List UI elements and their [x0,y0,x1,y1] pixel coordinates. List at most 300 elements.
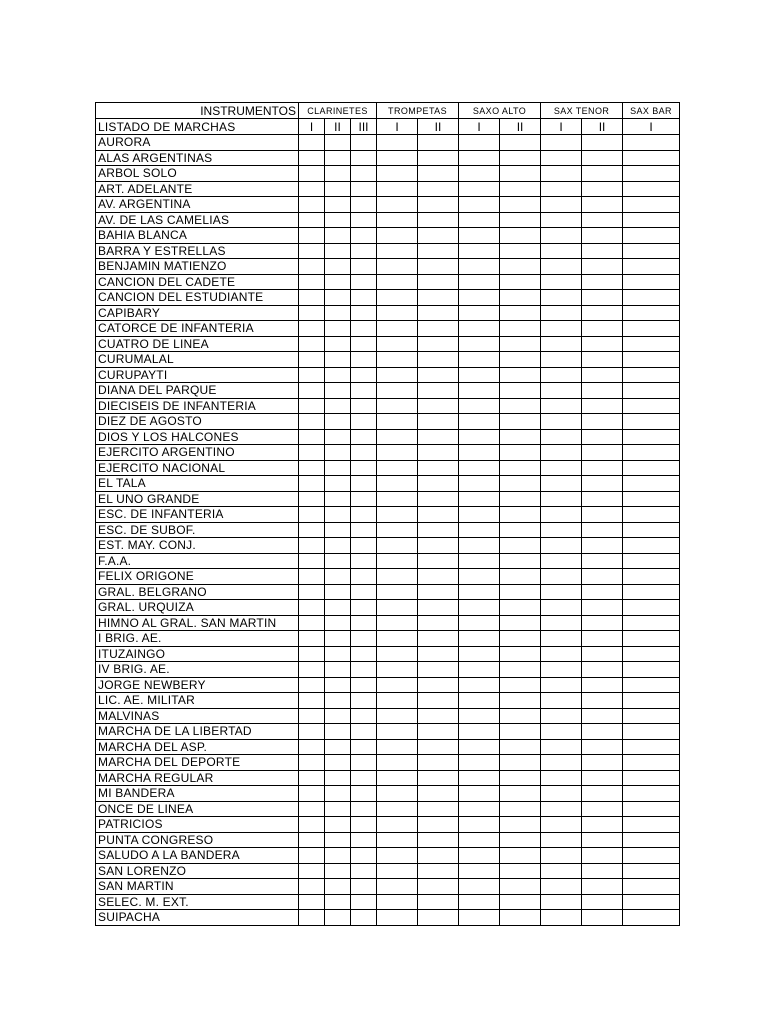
part-cell [351,259,377,275]
march-name: EJERCITO ARGENTINO [96,445,299,461]
part-cell [325,383,351,399]
part-cell [325,197,351,213]
part-cell [418,507,459,523]
part-cell [325,817,351,833]
part-cell [459,848,500,864]
part-cell [325,801,351,817]
part-cell [500,553,541,569]
table-row [96,321,680,337]
part-cell [351,786,377,802]
table-row [96,383,680,399]
part-cell [418,910,459,926]
part-cell [582,569,623,585]
part-cell [377,662,418,678]
part-cell [299,181,325,197]
part-cell [582,290,623,306]
part-cell [299,553,325,569]
part-cell [459,197,500,213]
part-cell [623,631,680,647]
table-row [96,631,680,647]
table-row [96,879,680,895]
part-cell [623,832,680,848]
part-cell [582,662,623,678]
part-cell [582,910,623,926]
part-cell [351,755,377,771]
part-cell [418,538,459,554]
part-cell [418,228,459,244]
table-row [96,290,680,306]
table-row [96,615,680,631]
part-cell [377,863,418,879]
part-cell [377,476,418,492]
part-cell [459,321,500,337]
part-cell [299,522,325,538]
part-cell [582,150,623,166]
part-cell [351,150,377,166]
part-cell [500,600,541,616]
part-cell [351,910,377,926]
part-cell [377,460,418,476]
part-cell [418,383,459,399]
part-cell [582,460,623,476]
part-cell [418,569,459,585]
part-cell [377,832,418,848]
part-cell [623,786,680,802]
part-cell [299,724,325,740]
part-cell [418,894,459,910]
march-name: ARBOL SOLO [96,166,299,182]
part-cell [541,460,582,476]
part-cell [623,646,680,662]
part-cell [500,755,541,771]
part-cell [541,879,582,895]
part-cell [325,507,351,523]
part-cell [541,724,582,740]
part-cell [623,724,680,740]
part-cell [500,817,541,833]
part-cell [459,755,500,771]
part-cell [351,832,377,848]
part-cell [582,832,623,848]
list-header: LISTADO DE MARCHAS [96,119,299,135]
part-cell [418,290,459,306]
part-cell [299,197,325,213]
march-name: CURUMALAL [96,352,299,368]
part-cell [500,538,541,554]
table-row [96,197,680,213]
part-cell [418,615,459,631]
part-cell [299,150,325,166]
table-row [96,243,680,259]
part-cell [351,243,377,259]
part-cell [418,553,459,569]
table-row [96,228,680,244]
part-cell [623,755,680,771]
part-cell [351,166,377,182]
part-cell [377,801,418,817]
part-cell [377,631,418,647]
table-row [96,445,680,461]
part-cell [299,414,325,430]
part-cell [325,212,351,228]
part-cell [351,693,377,709]
part-cell [418,600,459,616]
part-cell [623,367,680,383]
table-row [96,150,680,166]
part-cell [623,150,680,166]
part-cell [351,336,377,352]
part-cell [500,910,541,926]
part-cell [500,414,541,430]
part-cell [582,755,623,771]
march-name: EL UNO GRANDE [96,491,299,507]
part-cell [500,848,541,864]
march-name: MARCHA DE LA LIBERTAD [96,724,299,740]
table-row [96,305,680,321]
part-cell [351,724,377,740]
part-cell [500,569,541,585]
part-cell [623,352,680,368]
part-cell [351,770,377,786]
part-cell [500,166,541,182]
part-cell [351,135,377,151]
part-cell [299,491,325,507]
part-cell [351,212,377,228]
part-cell [500,879,541,895]
part-cell [582,429,623,445]
part-cell [459,445,500,461]
part-cell [582,367,623,383]
part-cell [500,662,541,678]
part-cell [377,181,418,197]
part-cell [541,507,582,523]
part-cell [418,801,459,817]
part-cell [582,274,623,290]
march-name: SAN MARTIN [96,879,299,895]
part-cell [459,414,500,430]
part-cell [500,150,541,166]
part-cell [623,569,680,585]
part-cell [325,181,351,197]
march-name: CATORCE DE INFANTERIA [96,321,299,337]
table-row [96,429,680,445]
part-cell [500,274,541,290]
part-cell [541,615,582,631]
part-cell [459,476,500,492]
part-cell [500,259,541,275]
part-cell [500,445,541,461]
part-cell [623,336,680,352]
part-cell [418,321,459,337]
part-cell [377,677,418,693]
march-name: EST. MAY. CONJ. [96,538,299,554]
part-cell [351,429,377,445]
part-cell [623,383,680,399]
part-cell [377,817,418,833]
part-cell [325,166,351,182]
table-row [96,693,680,709]
part-cell [418,786,459,802]
part-cell [623,259,680,275]
part-cell [418,677,459,693]
part-cell [418,181,459,197]
part-cell [623,212,680,228]
part-cell [500,321,541,337]
part-cell [299,429,325,445]
part-cell [418,166,459,182]
part-cell [377,739,418,755]
part-cell [582,336,623,352]
part-cell [351,197,377,213]
part-cell [459,507,500,523]
part-cell [541,243,582,259]
part-cell [299,677,325,693]
part-cell [623,197,680,213]
header-row-instruments [96,103,680,119]
part-cell [623,460,680,476]
part-cell [459,863,500,879]
march-name: BARRA Y ESTRELLAS [96,243,299,259]
part-cell [582,786,623,802]
part-cell [582,166,623,182]
part-cell [377,228,418,244]
march-name: SAN LORENZO [96,863,299,879]
part-cell [500,677,541,693]
part-cell [299,460,325,476]
part-cell [582,646,623,662]
part-cell [459,584,500,600]
part-cell [299,228,325,244]
part-cell [377,646,418,662]
part-cell [623,848,680,864]
part-cell [541,197,582,213]
part-header: II [500,119,541,135]
part-cell [351,801,377,817]
part-header: I [299,119,325,135]
part-cell [351,522,377,538]
part-cell [500,181,541,197]
part-cell [325,429,351,445]
part-cell [377,615,418,631]
part-cell [377,305,418,321]
part-cell [351,646,377,662]
part-cell [377,522,418,538]
part-cell [623,398,680,414]
part-cell [623,491,680,507]
part-cell [299,817,325,833]
part-cell [623,290,680,306]
part-cell [582,631,623,647]
part-cell [623,228,680,244]
part-cell [541,770,582,786]
part-header: II [325,119,351,135]
part-cell [325,150,351,166]
table-row [96,770,680,786]
part-cell [541,569,582,585]
part-cell [582,228,623,244]
part-header: I [377,119,418,135]
part-cell [623,476,680,492]
part-cell [541,398,582,414]
part-cell [459,569,500,585]
part-cell [325,786,351,802]
table-row [96,522,680,538]
part-cell [351,817,377,833]
part-cell [459,786,500,802]
part-cell [377,584,418,600]
march-name: JORGE NEWBERY [96,677,299,693]
march-name: ONCE DE LINEA [96,801,299,817]
part-cell [582,243,623,259]
part-cell [541,910,582,926]
part-cell [351,305,377,321]
part-cell [418,863,459,879]
part-cell [500,801,541,817]
part-cell [351,894,377,910]
part-cell [582,770,623,786]
part-cell [351,228,377,244]
part-cell [377,755,418,771]
part-cell [582,724,623,740]
part-cell [500,398,541,414]
part-cell [623,739,680,755]
march-name: PUNTA CONGRESO [96,832,299,848]
march-name: MARCHA DEL ASP. [96,739,299,755]
part-cell [582,708,623,724]
part-cell [351,491,377,507]
march-name: ART. ADELANTE [96,181,299,197]
part-cell [377,786,418,802]
table-row [96,863,680,879]
part-cell [582,181,623,197]
part-cell [459,243,500,259]
part-cell [351,848,377,864]
part-cell [299,166,325,182]
part-cell [377,212,418,228]
part-cell [325,584,351,600]
part-cell [500,290,541,306]
part-cell [325,708,351,724]
part-cell [299,600,325,616]
part-cell [325,445,351,461]
part-cell [459,135,500,151]
part-cell [541,817,582,833]
part-cell [299,770,325,786]
table-row [96,398,680,414]
part-cell [377,445,418,461]
part-cell [325,693,351,709]
part-cell [541,445,582,461]
part-cell [623,321,680,337]
part-cell [418,445,459,461]
part-cell [299,801,325,817]
part-cell [299,367,325,383]
march-name: ESC. DE SUBOF. [96,522,299,538]
part-cell [377,491,418,507]
part-cell [541,212,582,228]
part-cell [541,832,582,848]
part-cell [541,290,582,306]
part-cell [351,538,377,554]
part-cell [459,662,500,678]
table-row [96,460,680,476]
part-cell [351,879,377,895]
part-cell [325,646,351,662]
march-name: EL TALA [96,476,299,492]
part-cell [500,708,541,724]
part-cell [582,600,623,616]
part-cell [500,786,541,802]
march-name: MARCHA DEL DEPORTE [96,755,299,771]
part-cell [459,615,500,631]
part-cell [325,135,351,151]
part-cell [459,801,500,817]
part-cell [623,166,680,182]
part-cell [582,615,623,631]
table-row [96,336,680,352]
part-cell [351,708,377,724]
part-cell [325,290,351,306]
part-cell [418,662,459,678]
part-cell [418,848,459,864]
part-cell [582,538,623,554]
part-cell [418,274,459,290]
part-cell [299,879,325,895]
part-cell [377,166,418,182]
part-cell [500,243,541,259]
part-cell [541,863,582,879]
part-cell [459,383,500,399]
part-cell [299,646,325,662]
table-row [96,739,680,755]
table-row [96,135,680,151]
part-cell [325,662,351,678]
part-cell [377,414,418,430]
part-cell [299,739,325,755]
part-cell [459,460,500,476]
part-cell [623,274,680,290]
march-name: I BRIG. AE. [96,631,299,647]
part-cell [500,383,541,399]
part-cell [325,600,351,616]
part-cell [418,476,459,492]
part-cell [500,460,541,476]
table-row [96,801,680,817]
part-cell [299,755,325,771]
part-cell [377,321,418,337]
part-cell [541,553,582,569]
table-row [96,414,680,430]
part-cell [582,522,623,538]
part-cell [299,259,325,275]
part-cell [377,259,418,275]
part-cell [459,677,500,693]
part-cell [541,755,582,771]
part-cell [541,491,582,507]
part-cell [418,817,459,833]
part-cell [500,367,541,383]
part-cell [377,398,418,414]
part-cell [325,569,351,585]
part-cell [418,305,459,321]
part-cell [377,290,418,306]
part-cell [541,321,582,337]
part-cell [299,383,325,399]
part-header: I [541,119,582,135]
table-row [96,507,680,523]
part-cell [325,522,351,538]
part-cell [582,321,623,337]
